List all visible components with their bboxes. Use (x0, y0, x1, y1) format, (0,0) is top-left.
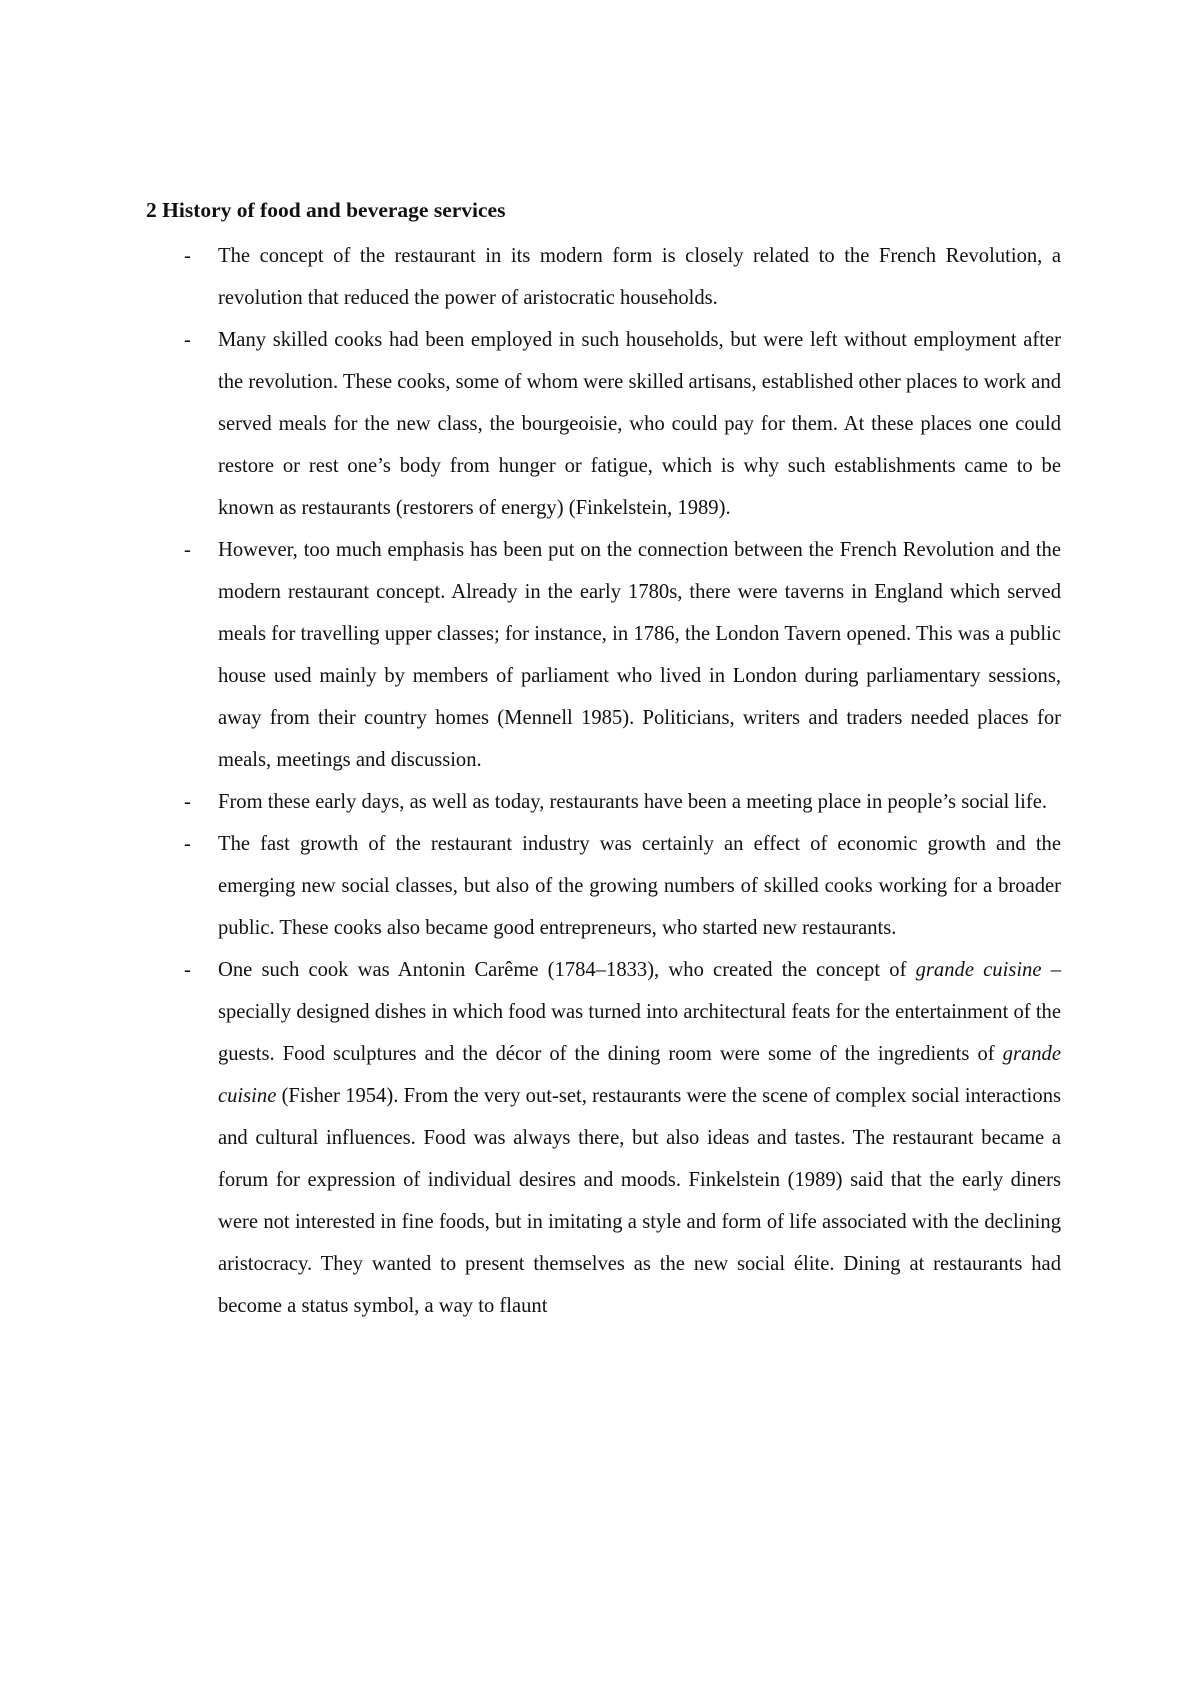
bullet-item (146, 781, 1061, 823)
bullet-text: The concept of the restaurant in its modern form is closely related to the French Revolution, a revolution that reduced the power of aristocratic households. (218, 245, 1061, 309)
bullet-dash: - (184, 791, 191, 813)
bullet-italic-text: grande cuisine (218, 1043, 1061, 1107)
section-heading: 2 History of food and beverage services (146, 198, 506, 222)
bullet-text: However, too much emphasis has been put on the connection between the French Revolution and the modern restaurant concept. Already in the early 1780s, there were taverns in England which served meals for travelling upper classes; for instance, in 1786, the London Tavern opened. This was a public house used mainly by members of parliament who lived in London during parliamentary sessions, away from their country homes (Mennell 1985). Politicians, writers and traders needed places for meals, meetings and discussion. (218, 539, 1061, 771)
bullet-dash: - (184, 833, 191, 855)
bullet-item (146, 949, 1061, 1327)
bullet-list (146, 235, 1061, 1327)
bullet-item (146, 235, 1061, 319)
bullet-dash: - (184, 245, 191, 267)
bullet-text: The fast growth of the restaurant industry was certainly an effect of economic growth and the emerging new social classes, but also of the growing numbers of skilled cooks working for a broader public. These cooks also became good entrepreneurs, who started new restaurants. (218, 833, 1061, 939)
bullet-dash: - (184, 539, 191, 561)
bullet-item (146, 823, 1061, 949)
bullet-dash: - (184, 959, 191, 981)
bullet-item (146, 529, 1061, 781)
bullet-item (146, 319, 1061, 529)
bullet-dash: - (184, 329, 191, 351)
bullet-text: Many skilled cooks had been employed in such households, but were left without employment after the revolution. These cooks, some of whom were skilled artisans, established other places to work and served meals for the new class, the bourgeoisie, who could pay for them. At these places one could restore or rest one’s body from hunger or fatigue, which is why such establishments came to be known as restaurants (restorers of energy) (Finkelstein, 1989). (218, 329, 1061, 519)
bullet-text: (Fisher 1954). From the very out-set, restaurants were the scene of complex social interactions and cultural influences. Food was always there, but also ideas and tastes. The restaurant became a forum for expression of individual desires and moods. Finkelstein (1989) said that the early diners were not interested in fine foods, but in imitating a style and form of life associated with the declining aristocracy. They wanted to present themselves as the new social élite. Dining at restaurants had become a status symbol, a way to flaunt (218, 1085, 1061, 1317)
bullet-text: From these early days, as well as today, restaurants have been a meeting place in people’s social life. (218, 791, 1047, 813)
bullet-italic-text: grande cuisine (915, 959, 1042, 981)
bullet-text: – specially designed dishes in which food was turned into architectural feats for the entertainment of the guests. Food sculptures and the décor of the dining room were some of the ingredients of (218, 959, 1061, 1065)
bullet-text: One such cook was Antonin Carême (1784–1833), who created the concept of (218, 959, 916, 981)
